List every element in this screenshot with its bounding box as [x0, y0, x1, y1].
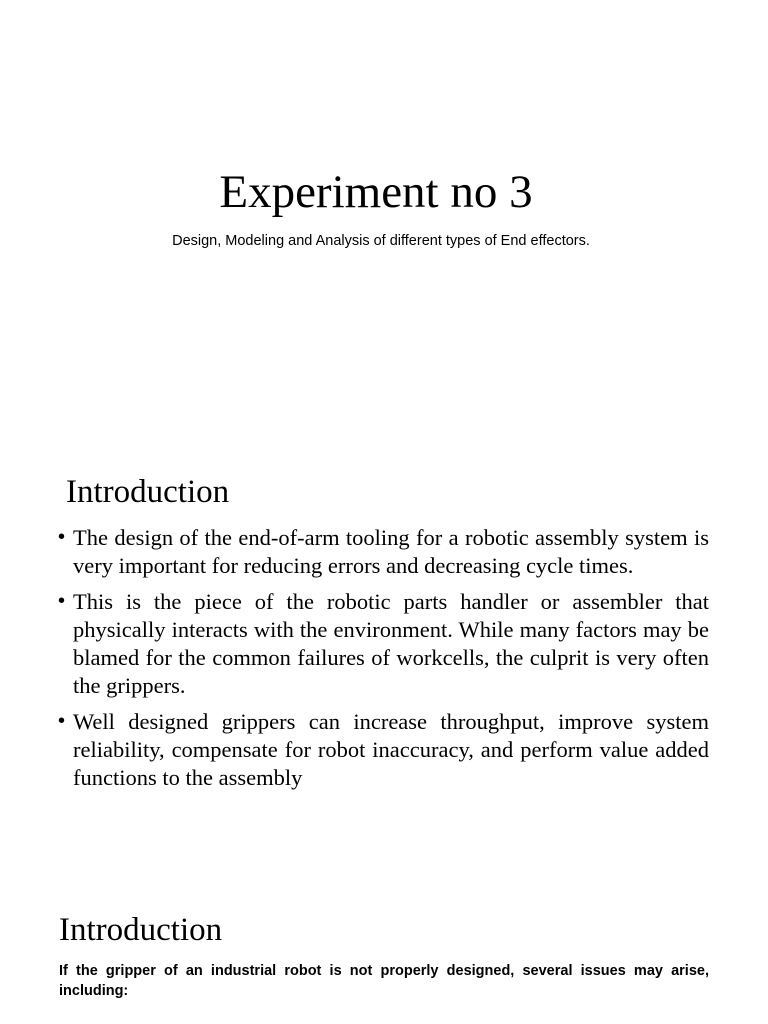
bullet-text: The design of the end-of-arm tooling for a robotic assembly system is very important for reducing errors and decreasing cycle times.	[73, 525, 709, 578]
bullet-item	[58, 708, 709, 792]
bullet-list	[58, 524, 709, 800]
section-heading: Introduction	[59, 912, 223, 948]
bullet-marker: •	[58, 526, 66, 548]
slide-introduction-2	[0, 880, 768, 1024]
slide-introduction-1	[0, 440, 768, 860]
bullet-text: This is the piece of the robotic parts handler or assembler that physically interacts with the environment. While many factors may be blamed for the common failures of workcells, the culprit is very often the grippers.	[73, 589, 709, 698]
bullet-marker: •	[58, 590, 66, 612]
bullet-item	[58, 588, 709, 700]
section-heading: Introduction	[66, 474, 230, 510]
page-title: Experiment no 3	[219, 166, 533, 218]
bullet-item	[58, 524, 709, 580]
page-subtitle: Design, Modeling and Analysis of different types of End effectors.	[172, 233, 590, 249]
body-paragraph: If the gripper of an industrial robot is not properly designed, several issues may arise, including:	[59, 963, 709, 999]
slide-title-page	[0, 0, 768, 440]
bullet-marker: •	[58, 710, 66, 732]
bullet-text: Well designed grippers can increase throughput, improve system reliability, compensate for robot inaccuracy, and perform value added functions to the assembly	[73, 709, 709, 790]
